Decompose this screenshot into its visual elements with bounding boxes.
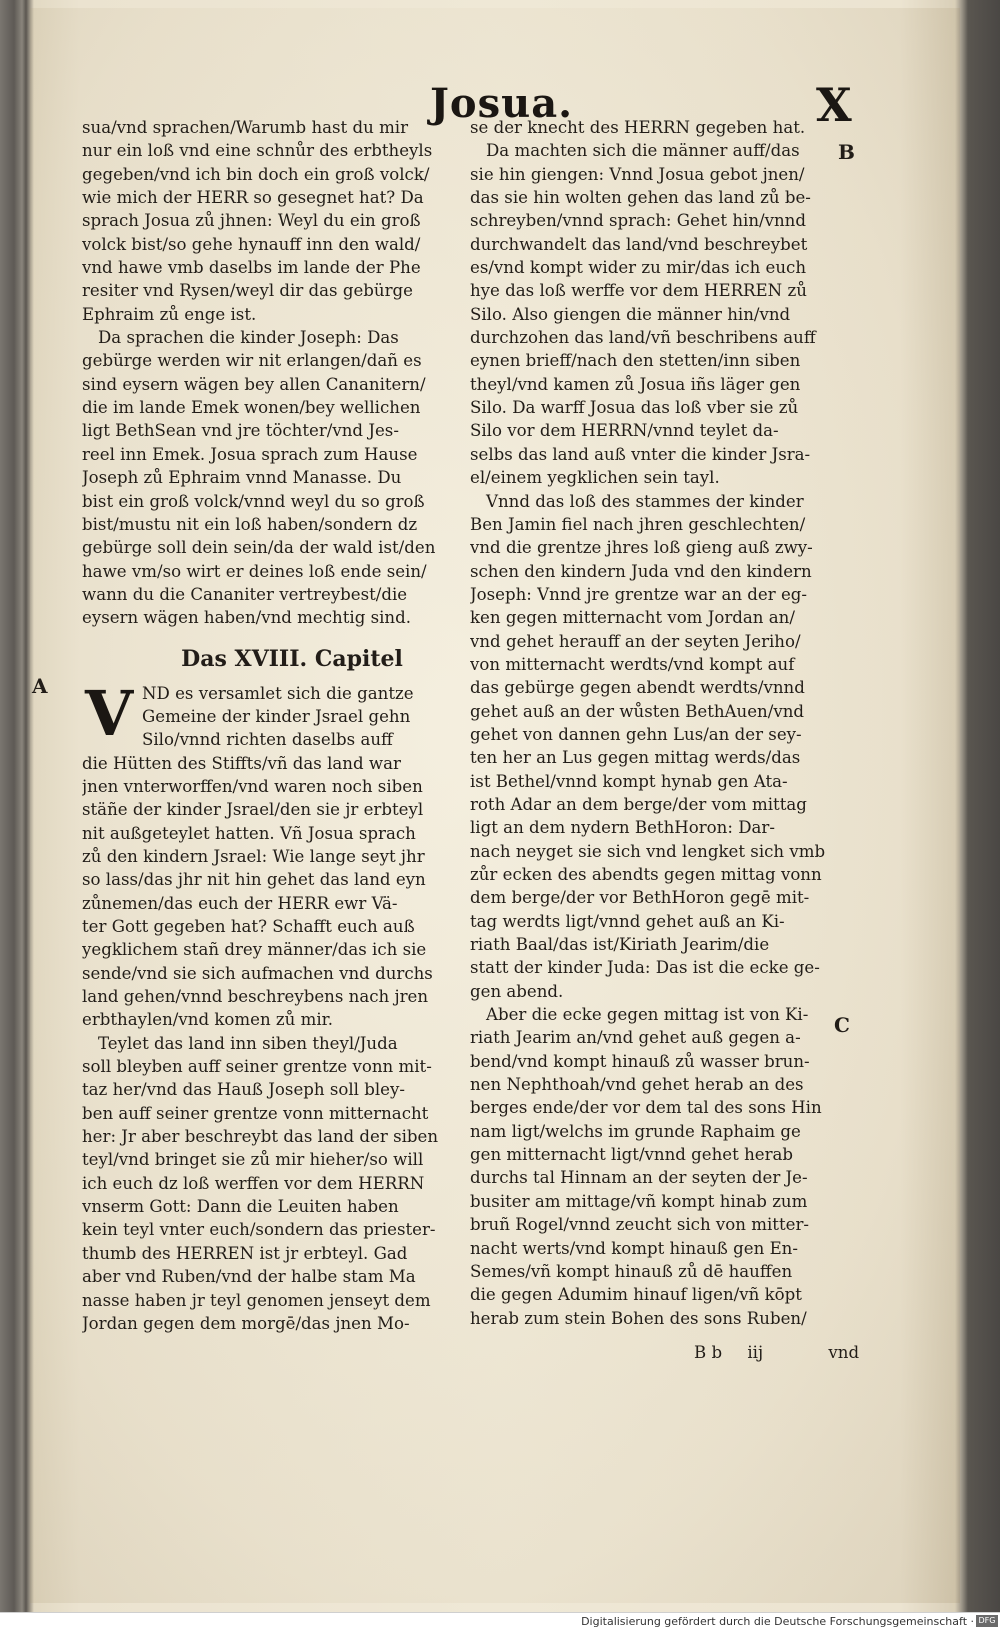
text-line: riath Baal/das ist/Kiriath Jearim/die	[470, 935, 770, 955]
chapter-heading: Das XVIII. Capitel	[181, 645, 403, 672]
signature-mark: B b	[694, 1343, 723, 1362]
text-line: hye das loß werffe vor dem HERREN zů	[470, 281, 807, 301]
text-line: el/einem yegklichen sein tayl.	[470, 468, 720, 488]
text-line: ben auff seiner grentze vonn mitternacht	[82, 1103, 429, 1123]
text-line: bist/mustu nit ein loß haben/sondern dz	[82, 514, 418, 534]
text-line: die im lande Emek wonen/bey wellichen	[82, 398, 421, 418]
text-line: riath Jearim an/vnd gehet auß gegen a-	[470, 1028, 801, 1048]
text-line: wie mich der HERR so gesegnet hat? Da	[82, 188, 424, 208]
text-line: nasse haben jr teyl genomen jenseyt dem	[82, 1290, 431, 1310]
text-line: gehet von dannen gehn Lus/an der sey-	[470, 724, 802, 744]
folio-number: X	[816, 78, 852, 132]
text-line: Silo. Also giengen die männer hin/vnd	[470, 304, 791, 324]
text-line: Jordan gegen dem morgē/das jnen Mo-	[82, 1313, 410, 1333]
text-line: die Hütten des Stiffts/vñ das land war	[82, 753, 401, 773]
text-line: gehet auß an der wůsten BethAuen/vnd	[470, 701, 805, 721]
text-line: ter Gott gegeben hat? Schafft euch auß	[82, 917, 415, 936]
text-line: so lass/das jhr nit hin gehet das land eyn	[82, 870, 426, 890]
text-line: ten her an Lus gegen mittag werds/das	[470, 748, 801, 768]
text-line: ich euch dz loß werffen vor dem HERRN	[82, 1173, 425, 1193]
text-line: von mitternacht werdts/vnd kompt auf	[470, 654, 795, 674]
text-line: Ben Jamin fiel nach jhren geschlechten/	[470, 514, 806, 534]
footer-bar	[0, 1612, 1000, 1630]
text-line: Aber die ecke gegen mittag ist von Ki-	[486, 1005, 809, 1025]
text-line: dem berge/der vor BethHoron gegē mit-	[470, 888, 810, 908]
dfg-logo: DFG	[976, 1615, 998, 1627]
text-line: schen den kindern Juda vnd den kindern	[470, 561, 812, 581]
text-line: nen Nephthoah/vnd gehet herab an des	[470, 1075, 804, 1095]
text-line: gen abend.	[470, 981, 564, 1001]
text-line: tag werdts ligt/vnnd gehet auß an Ki-	[470, 911, 785, 931]
text-line: herab zum stein Bohen des sons Ruben/	[470, 1308, 807, 1328]
text-line: gebürge soll dein sein/da der wald ist/den	[82, 538, 436, 558]
text-line: vnserm Gott: Dann die Leuiten haben	[82, 1197, 399, 1217]
text-line: nit außgeteylet hatten. Vñ Josua sprach	[82, 823, 416, 843]
text-line: nur ein loß vnd eine schnůr des erbtheyls	[82, 141, 433, 161]
text-line: soll bleyben auff seiner grentze vonn mit-	[82, 1057, 432, 1077]
text-line: ND es versamlet sich die gantze	[142, 683, 414, 703]
text-line: ligt an dem nydern BethHoron: Dar-	[470, 818, 775, 838]
text-line: erbthaylen/vnd komen zů mir.	[82, 1010, 334, 1030]
text-line: gegeben/vnd ich bin doch ein groß volck/	[82, 164, 430, 184]
text-line: ist Bethel/vnnd kompt hynab gen Ata-	[470, 771, 788, 791]
text-line: berges ende/der vor dem tal des sons Hin	[470, 1098, 822, 1118]
text-line: theyl/vnd kamen zů Josua iñs läger gen	[470, 374, 801, 394]
margin-mark-a: A	[32, 674, 48, 698]
text-line: sind eysern wägen bey allen Cananitern/	[82, 374, 426, 394]
text-line: stäñe der kinder Jsrael/den sie jr erbteyl	[82, 800, 424, 820]
text-line: taz her/vnd das Hauß Joseph soll bley-	[82, 1080, 405, 1100]
signature-line	[694, 1343, 864, 1362]
text-line: das sie hin wolten gehen das land zů be-	[470, 188, 811, 208]
text-line: sua/vnd sprachen/Warumb hast du mir	[82, 118, 409, 137]
text-line: sende/vnd sie sich aufmachen vnd durchs	[82, 963, 433, 983]
text-line: aber vnd Ruben/vnd der halbe stam Ma	[82, 1267, 416, 1287]
text-line: es/vnd kompt wider zu mir/das ich euch	[470, 258, 807, 278]
text-line: vnd hawe vmb daselbs im lande der Phe	[82, 258, 421, 278]
text-line: se der knecht des HERRN gegeben hat.	[470, 118, 806, 137]
text-line: yegklichem stañ drey männer/das ich sie	[82, 940, 427, 960]
text-line: Silo. Da warff Josua das loß vber sie zů	[470, 398, 799, 418]
left-column	[82, 116, 462, 1335]
text-line: kein teyl vnter euch/sondern das priester-	[82, 1220, 436, 1240]
text-line: Vnnd das loß des stammes der kinder	[486, 491, 804, 511]
text-line: hawe vm/so wirt er deines loß ende sein/	[82, 561, 427, 581]
text-line: zůr ecken des abendts gegen mittag vonn	[470, 865, 822, 884]
text-line: eysern wägen haben/vnd mechtig sind.	[82, 608, 411, 628]
text-line: sie hin giengen: Vnnd Josua gebot jnen/	[470, 164, 805, 184]
text-line: Teylet das land inn siben theyl/Juda	[98, 1033, 398, 1053]
text-line: Silo/vnnd richten daselbs auff	[142, 730, 393, 750]
text-line: sprach Josua zů jhnen: Weyl du ein groß	[82, 211, 421, 231]
text-line: eynen brieff/nach den stetten/inn siben	[470, 351, 801, 371]
signature-number: iij	[747, 1343, 764, 1362]
text-line: gen mitternacht ligt/vnnd gehet herab	[470, 1145, 794, 1165]
left-text-before-chapter	[82, 116, 462, 630]
text-line: durchzohen das land/vñ beschribens auff	[470, 328, 816, 348]
text-line: thumb des HERREN ist jr erbteyl. Gad	[82, 1243, 408, 1263]
catchword: vnd	[828, 1343, 860, 1362]
text-line: bruñ Rogel/vnnd zeucht sich von mitter-	[470, 1215, 809, 1235]
text-line: bend/vnd kompt hinauß zů wasser brun-	[470, 1051, 810, 1071]
text-line: volck bist/so gehe hynauff inn den wald/	[82, 234, 421, 254]
text-line: Ephraim zů enge ist.	[82, 304, 257, 324]
text-line: selbs das land auß vnter die kinder Jsra-	[470, 444, 811, 464]
text-line: zůnemen/das euch der HERR ewr Vä-	[82, 893, 398, 913]
text-line: Semes/vñ kompt hinauß zů dē hauffen	[470, 1261, 793, 1281]
book-page	[30, 8, 960, 1603]
text-line: durchwandelt das land/vnd beschreybet	[470, 234, 808, 254]
text-line: teyl/vnd bringet sie zů mir hieher/so will	[82, 1150, 424, 1170]
text-line: schreyben/vnnd sprach: Gehet hin/vnnd	[470, 211, 806, 231]
text-line: Da sprachen die kinder Joseph: Das	[98, 328, 399, 348]
text-line: resiter vnd Rysen/weyl dir das gebürge	[82, 281, 413, 301]
text-line: vnd die grentze jhres loß gieng auß zwy-	[470, 538, 813, 558]
text-line: jnen vnterworffen/vnd waren noch siben	[82, 776, 423, 796]
text-line: nacht werts/vnd kompt hinauß gen En-	[470, 1238, 798, 1258]
text-line: her: Jr aber beschreybt das land der siben	[82, 1127, 439, 1147]
right-column	[470, 116, 862, 1330]
text-line: zů den kindern Jsrael: Wie lange seyt jhr	[82, 846, 425, 866]
text-line: Gemeine der kinder Jsrael gehn	[142, 706, 411, 726]
text-line: ken gegen mitternacht vom Jordan an/	[470, 608, 795, 628]
text-line: vnd gehet herauff an der seyten Jeriho/	[470, 631, 801, 651]
text-line: das gebürge gegen abendt werdts/vnnd	[470, 678, 805, 698]
text-line: ligt BethSean vnd jre töchter/vnd Jes-	[82, 421, 399, 441]
text-line: nach neyget sie sich vnd lengket sich vmb	[470, 841, 826, 861]
text-line: Joseph zů Ephraim vnnd Manasse. Du	[82, 468, 402, 488]
text-line: bist ein groß volck/vnnd weyl du so groß	[82, 491, 425, 511]
margin-mark-c: C	[834, 1013, 850, 1037]
footer-credit: Digitalisierung gefördert durch die Deutsche Forschungsgemeinschaft ·	[581, 1615, 974, 1628]
text-line: land gehen/vnnd beschreybens nach jren	[82, 987, 429, 1007]
text-line: busiter am mittage/vñ kompt hinab zum	[470, 1191, 808, 1211]
text-line: Silo vor dem HERRN/vnnd teylet da-	[470, 421, 779, 441]
text-line: durchs tal Hinnam an der seyten der Je-	[470, 1168, 808, 1188]
text-line: statt der kinder Juda: Das ist die ecke ge-	[470, 958, 820, 978]
left-text-after-chapter	[82, 676, 462, 1336]
running-head: Josua.	[430, 80, 574, 127]
margin-mark-b: B	[838, 140, 855, 164]
text-line: nam ligt/welchs im grunde Raphaim ge	[470, 1121, 801, 1141]
decorated-initial: V	[84, 676, 134, 750]
text-line: reel inn Emek. Josua sprach zum Hause	[82, 444, 418, 464]
text-line: gebürge werden wir nit erlangen/dañ es	[82, 351, 422, 371]
text-line: wann du die Cananiter vertreybest/die	[82, 584, 408, 604]
text-line: roth Adar an dem berge/der vom mittag	[470, 794, 807, 814]
text-line: die gegen Adumim hinauf ligen/vñ kōpt	[470, 1285, 802, 1305]
text-line: Da machten sich die männer auff/das	[486, 141, 800, 161]
text-line: Joseph: Vnnd jre grentze war an der eg-	[470, 584, 808, 604]
